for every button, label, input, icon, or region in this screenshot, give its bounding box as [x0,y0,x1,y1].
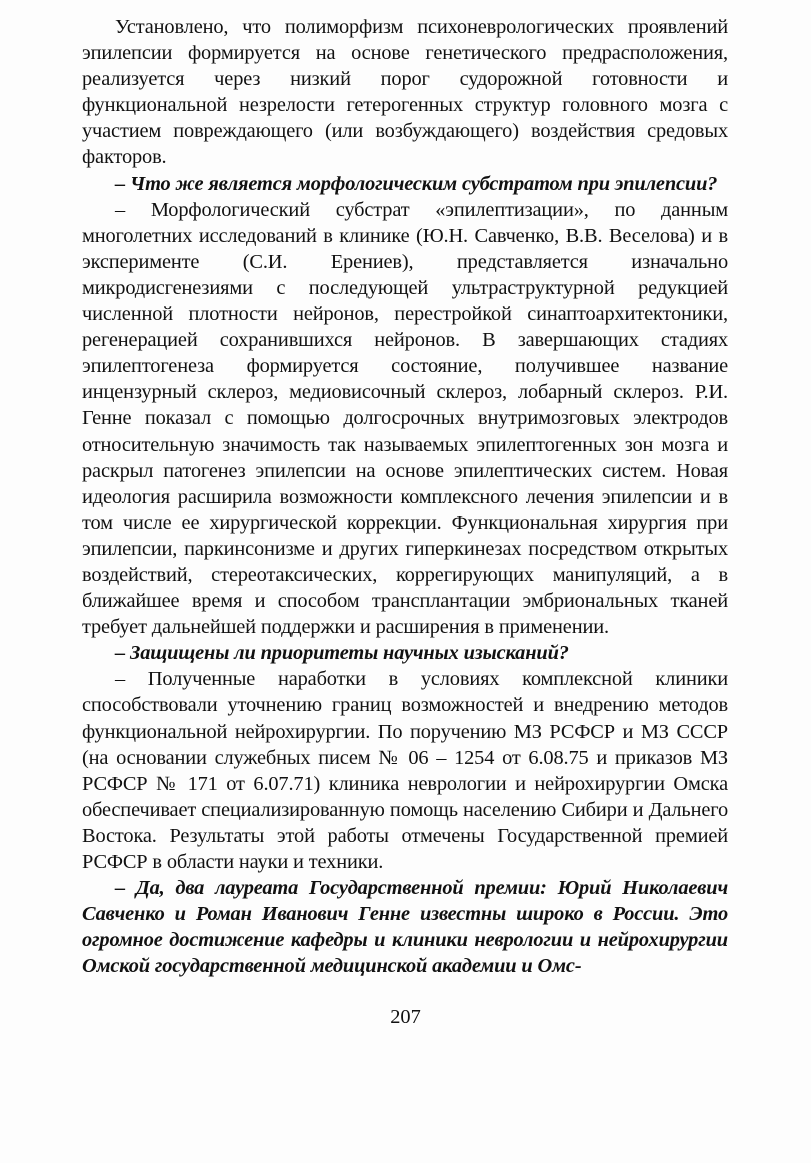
paragraph-functional-neurosurgery: – Полученные наработки в условиях комплексной клиники способствовали уточнению границ возможностей и внедрению методов функциональной нейрохирургии. По поручению МЗ РСФСР и МЗ СССР (на основании служебных писем № 06 – 1254 от 6.08.75 и приказов МЗ РСФСР № 171 от 6.07.71) клиника неврологии и нейрохирургии Омска обеспечивает специализированную помощь населению Сибири и Дальнего Востока. Результаты этой работы отмечены Государственной премией РСФСР в области науки и техники. [82,668,728,873]
question-state-prize-laureates: – Да, два лауреата Государственной премии: Юрий Николаевич Савченко и Роман Иванович Генне известны широко в России. Это огромное достижение кафедры и клиники неврологии и нейрохирургии Омской государственной медицинской академии и Омс- [82,877,728,978]
question-morphological-substrate: – Что же является морфологическим субстратом при эпилепсии? [115,172,718,195]
question-research-priorities: – Защищены ли приоритеты научных изысканий? [115,642,569,665]
paragraph-polymorphism: Установлено, что полиморфизм психоневрологических проявлений эпилепсии формируется на основе генетического предрасположения, реализуется через низкий порог судорожной готовности и функциональной незрелости гетерогенных структур головного мозга с участием повреждающего (или возбуждающего) воздействия средовых факторов. [82,16,728,169]
page-body-text [82,14,728,979]
page-number: 207 [390,1006,421,1028]
paragraph-morphological-substrate: – Морфологический субстрат «эпилептизации», по данным многолетних исследований в клинике (Ю.Н. Савченко, В.В. Веселова) и в эксперименте (С.И. Ерениев), представляется изначально микродисгенезиями с последующей ультраструктурной редукцией численной плотности нейронов, перестройкой синаптоархитектоники, регенерацией сохранившихся нейронов. В завершающих стадиях эпилептогенеза формируется состояние, получившее название инцензурный склероз, медиовисочный склероз, лобарный склероз. Р.И. Генне показал с помощью долгосрочных внутримозговых электродов относительную значимость так называемых эпилептогенных зон мозга и раскрыл патогенез эпилепсии на основе эпилептических систем. Новая идеология расширила возможности комплексного лечения эпилепсии и в том числе ее хирургической коррекции. Функциональная хирургия при эпилепсии, паркинсонизме и других гиперкинезах посредством открытых воздействий, стереотаксических, коррегирующих манипуляций, а в ближайшее время и способом трансплантации эмбриональных тканей требует дальнейшей поддержки и расширения в применении. [82,198,728,639]
